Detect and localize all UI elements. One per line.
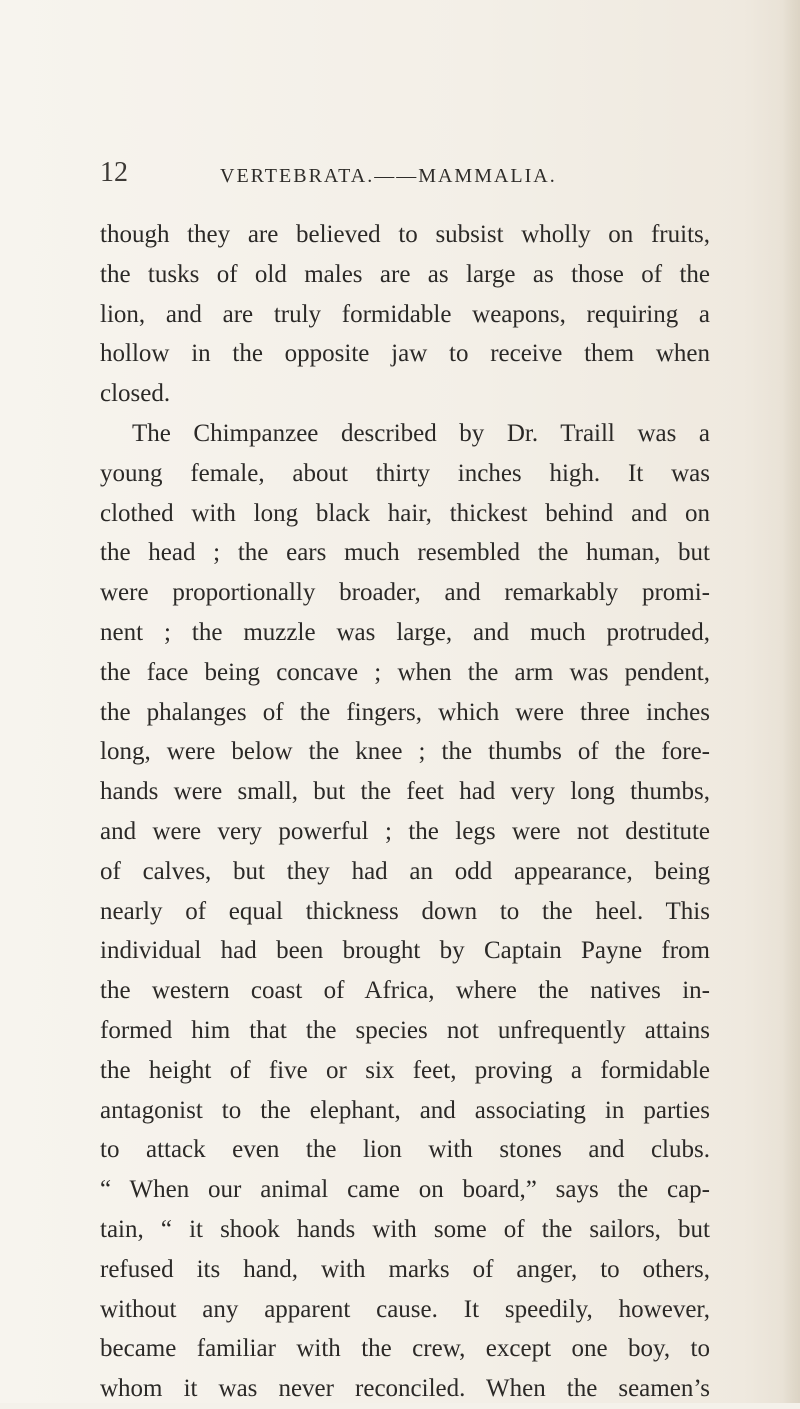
text-line: were proportionally broader, and remarkably promi-: [100, 579, 710, 607]
text-line: hands were small, but the feet had very long thumbs,: [100, 778, 710, 806]
text-line: the height of five or six feet, proving a formidable: [100, 1056, 710, 1084]
text-line: antagonist to the elephant, and associating in parties: [100, 1096, 710, 1124]
text-line: the tusks of old males are as large as those of the: [100, 260, 710, 288]
text-line: closed.: [100, 380, 171, 408]
text-line: nent ; the muzzle was large, and much protruded,: [100, 618, 710, 646]
text-line: hollow in the opposite jaw to receive them when: [100, 340, 710, 368]
text-line: the western coast of Africa, where the natives in-: [100, 977, 710, 1005]
text-line: individual had been brought by Captain Payne from: [100, 937, 710, 965]
text-line: clothed with long black hair, thickest behind and on: [100, 499, 710, 527]
text-line: “ When our animal came on board,” says the cap-: [100, 1176, 710, 1204]
text-line: though they are believed to subsist wholly on fruits,: [100, 221, 710, 248]
text-line: and were very powerful ; the legs were not destitute: [100, 817, 710, 845]
text-line: the phalanges of the fingers, which were three inches: [100, 698, 710, 726]
text-line: of calves, but they had an odd appearance, being: [100, 857, 710, 885]
text-line: long, were below the knee ; the thumbs of the fore-: [100, 738, 710, 766]
paragraph-start-line: The Chimpanzee described by Dr. Traill was a: [132, 419, 710, 447]
body-text: [100, 215, 710, 1409]
text-line: lion, and are truly formidable weapons, requiring a: [100, 300, 710, 328]
text-line: to attack even the lion with stones and clubs.: [100, 1136, 710, 1164]
text-line: the head ; the ears much resembled the human, but: [100, 539, 710, 567]
text-line: tain, “ it shook hands with some of the sailors, but: [100, 1215, 710, 1243]
text-line: became familiar with the crew, except one boy, to: [100, 1335, 710, 1363]
text-line: refused its hand, with marks of anger, to others,: [100, 1255, 710, 1283]
text-line: the face being concave ; when the arm was pendent,: [100, 658, 710, 686]
page-edge-shadow: [782, 0, 800, 1403]
text-line: formed him that the species not unfrequently attains: [100, 1016, 710, 1044]
page-number: 12: [100, 157, 128, 188]
running-head: VERTEBRATA.——MAMMALIA.: [220, 165, 557, 187]
text-line: nearly of equal thickness down to the heel. This: [100, 897, 710, 925]
text-line: whom it was never reconciled. When the seamen’s: [100, 1375, 710, 1403]
text-line: without any apparent cause. It speedily, however,: [100, 1295, 710, 1323]
page-header: [100, 158, 740, 192]
text-line: young female, about thirty inches high. It was: [100, 459, 710, 487]
